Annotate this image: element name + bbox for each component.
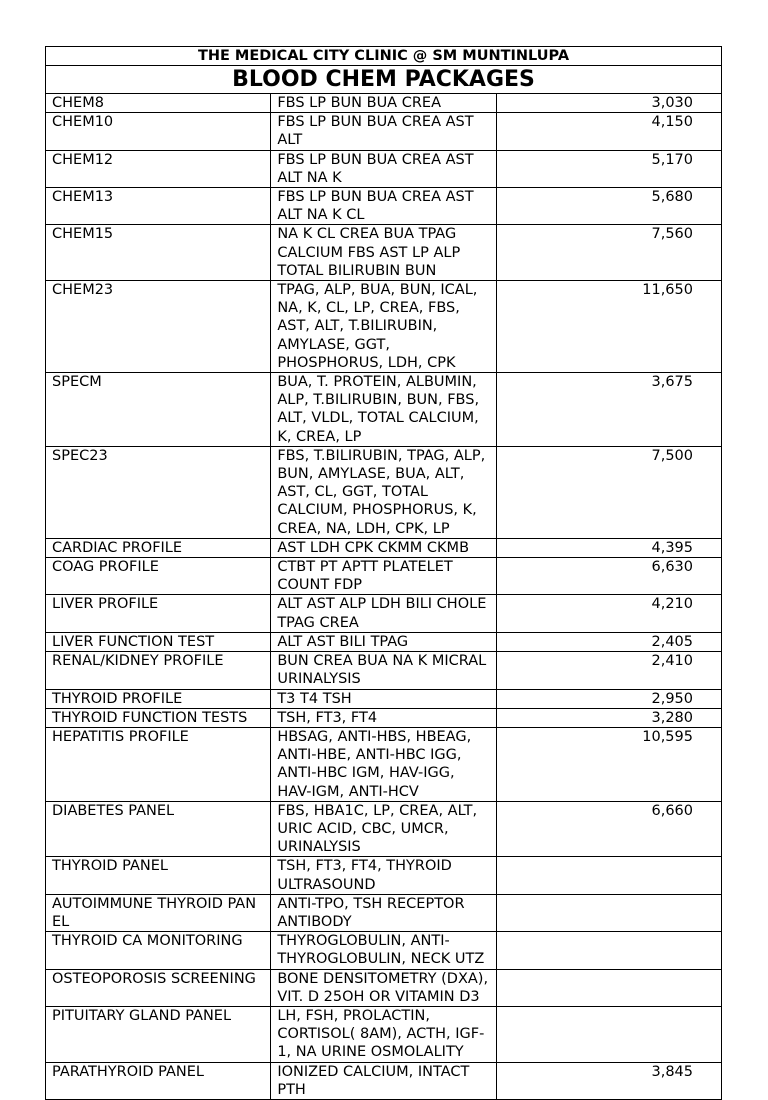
package-name: AUTOIMMUNE THYROID PANEL: [46, 894, 271, 931]
package-name: THYROID FUNCTION TESTS: [46, 708, 271, 727]
package-price: [496, 894, 721, 931]
package-tests: THYROGLOBULIN, ANTI-THYROGLOBULIN, NECK UTZ: [271, 932, 496, 969]
table-row: [46, 632, 722, 651]
package-tests: IONIZED CALCIUM, INTACT PTH: [271, 1062, 496, 1099]
table-row: [46, 727, 722, 801]
clinic-header-row: [46, 47, 722, 66]
package-tests: NA K CL CREA BUA TPAG CALCIUM FBS AST LP ALP TOTAL BILIRUBIN BUN: [271, 225, 496, 281]
package-price: 2,405: [496, 632, 721, 651]
page-title: BLOOD CHEM PACKAGES: [46, 66, 722, 94]
package-tests: LH, FSH, PROLACTIN, CORTISOL( 8AM), ACTH, IGF-1, NA URINE OSMOLALITY: [271, 1006, 496, 1062]
package-tests: TSH, FT3, FT4, THYROID ULTRASOUND: [271, 857, 496, 894]
package-tests: FBS, T.BILIRUBIN, TPAG, ALP, BUN, AMYLASE, BUA, ALT, AST, CL, GGT, TOTAL CALCIUM, PHOSPHORUS, K, CREA, NA, LDH, CPK, LP: [271, 446, 496, 538]
package-name: THYROID CA MONITORING: [46, 932, 271, 969]
package-tests: CTBT PT APTT PLATELET COUNT FDP: [271, 558, 496, 595]
package-tests: ANTI-TPO, TSH RECEPTOR ANTIBODY: [271, 894, 496, 931]
package-tests: FBS LP BUN BUA CREA AST ALT NA K: [271, 150, 496, 187]
package-tests: HBSAG, ANTI-HBS, HBEAG, ANTI-HBE, ANTI-HBC IGG, ANTI-HBC IGM, HAV-IGG, HAV-IGM, ANTI-HCV: [271, 727, 496, 801]
package-name: CHEM15: [46, 225, 271, 281]
package-name: HEPATITIS PROFILE: [46, 727, 271, 801]
package-price: [496, 1006, 721, 1062]
table-row: [46, 652, 722, 689]
table-row: [46, 94, 722, 113]
package-name: PARATHYROID PANEL: [46, 1062, 271, 1099]
package-price: 11,650: [496, 281, 721, 373]
package-tests: FBS LP BUN BUA CREA AST ALT: [271, 113, 496, 150]
package-name: PITUITARY GLAND PANEL: [46, 1006, 271, 1062]
package-price: 5,170: [496, 150, 721, 187]
table-row: [46, 894, 722, 931]
package-price: [496, 932, 721, 969]
table-row: [46, 801, 722, 857]
package-name: THYROID PROFILE: [46, 689, 271, 708]
package-price: 2,410: [496, 652, 721, 689]
package-tests: FBS, HBA1C, LP, CREA, ALT, URIC ACID, CBC, UMCR, URINALYSIS: [271, 801, 496, 857]
package-price: 6,630: [496, 558, 721, 595]
package-tests: BUN CREA BUA NA K MICRAL URINALYSIS: [271, 652, 496, 689]
package-price: 6,660: [496, 801, 721, 857]
table-row: [46, 932, 722, 969]
table-row: [46, 113, 722, 150]
table-row: [46, 188, 722, 225]
table-row: [46, 595, 722, 632]
table-row: [46, 1062, 722, 1099]
package-price: 3,845: [496, 1062, 721, 1099]
package-price: 2,950: [496, 689, 721, 708]
package-price: 10,595: [496, 727, 721, 801]
package-price: 4,210: [496, 595, 721, 632]
package-name: THYROID PANEL: [46, 857, 271, 894]
table-row: [46, 857, 722, 894]
package-tests: BUA, T. PROTEIN, ALBUMIN, ALP, T.BILIRUBIN, BUN, FBS, ALT, VLDL, TOTAL CALCIUM, K, CREA, LP: [271, 373, 496, 447]
package-price: 4,395: [496, 538, 721, 557]
table-row: [46, 969, 722, 1006]
package-name: CHEM23: [46, 281, 271, 373]
package-price: [496, 969, 721, 1006]
package-name: RENAL/KIDNEY PROFILE: [46, 652, 271, 689]
table-row: [46, 225, 722, 281]
table-row: [46, 689, 722, 708]
package-tests: AST LDH CPK CKMM CKMB: [271, 538, 496, 557]
package-tests: TSH, FT3, FT4: [271, 708, 496, 727]
table-row: [46, 558, 722, 595]
table-row: [46, 373, 722, 447]
table-row: [46, 708, 722, 727]
package-price: [496, 857, 721, 894]
package-name: CHEM12: [46, 150, 271, 187]
package-price: 3,675: [496, 373, 721, 447]
package-tests: TPAG, ALP, BUA, BUN, ICAL, NA, K, CL, LP, CREA, FBS, AST, ALT, T.BILIRUBIN, AMYLASE, GGT, PHOSPHORUS, LDH, CPK: [271, 281, 496, 373]
table-row: [46, 150, 722, 187]
package-name: CHEM8: [46, 94, 271, 113]
package-price: 5,680: [496, 188, 721, 225]
package-price: 7,560: [496, 225, 721, 281]
price-list-sheet: [45, 46, 722, 1100]
package-name: LIVER PROFILE: [46, 595, 271, 632]
package-name: SPEC23: [46, 446, 271, 538]
title-row: [46, 66, 722, 94]
package-price: 3,030: [496, 94, 721, 113]
package-price: 4,150: [496, 113, 721, 150]
package-price: 7,500: [496, 446, 721, 538]
table-row: [46, 538, 722, 557]
package-tests: ALT AST ALP LDH BILI CHOLE TPAG CREA: [271, 595, 496, 632]
package-name: LIVER FUNCTION TEST: [46, 632, 271, 651]
clinic-name: THE MEDICAL CITY CLINIC @ SM MUNTINLUPA: [46, 47, 722, 66]
table-row: [46, 1006, 722, 1062]
package-tests: BONE DENSITOMETRY (DXA), VIT. D 25OH OR VITAMIN D3: [271, 969, 496, 1006]
package-name: CHEM10: [46, 113, 271, 150]
package-price: 3,280: [496, 708, 721, 727]
package-name: COAG PROFILE: [46, 558, 271, 595]
package-tests: ALT AST BILI TPAG: [271, 632, 496, 651]
package-tests: FBS LP BUN BUA CREA AST ALT NA K CL: [271, 188, 496, 225]
package-name: OSTEOPOROSIS SCREENING: [46, 969, 271, 1006]
package-name: SPECM: [46, 373, 271, 447]
package-name: CARDIAC PROFILE: [46, 538, 271, 557]
packages-table-body: [46, 47, 722, 1100]
table-row: [46, 446, 722, 538]
package-tests: FBS LP BUN BUA CREA: [271, 94, 496, 113]
table-row: [46, 281, 722, 373]
package-name: DIABETES PANEL: [46, 801, 271, 857]
package-tests: T3 T4 TSH: [271, 689, 496, 708]
package-name: CHEM13: [46, 188, 271, 225]
packages-table: [45, 46, 722, 1100]
